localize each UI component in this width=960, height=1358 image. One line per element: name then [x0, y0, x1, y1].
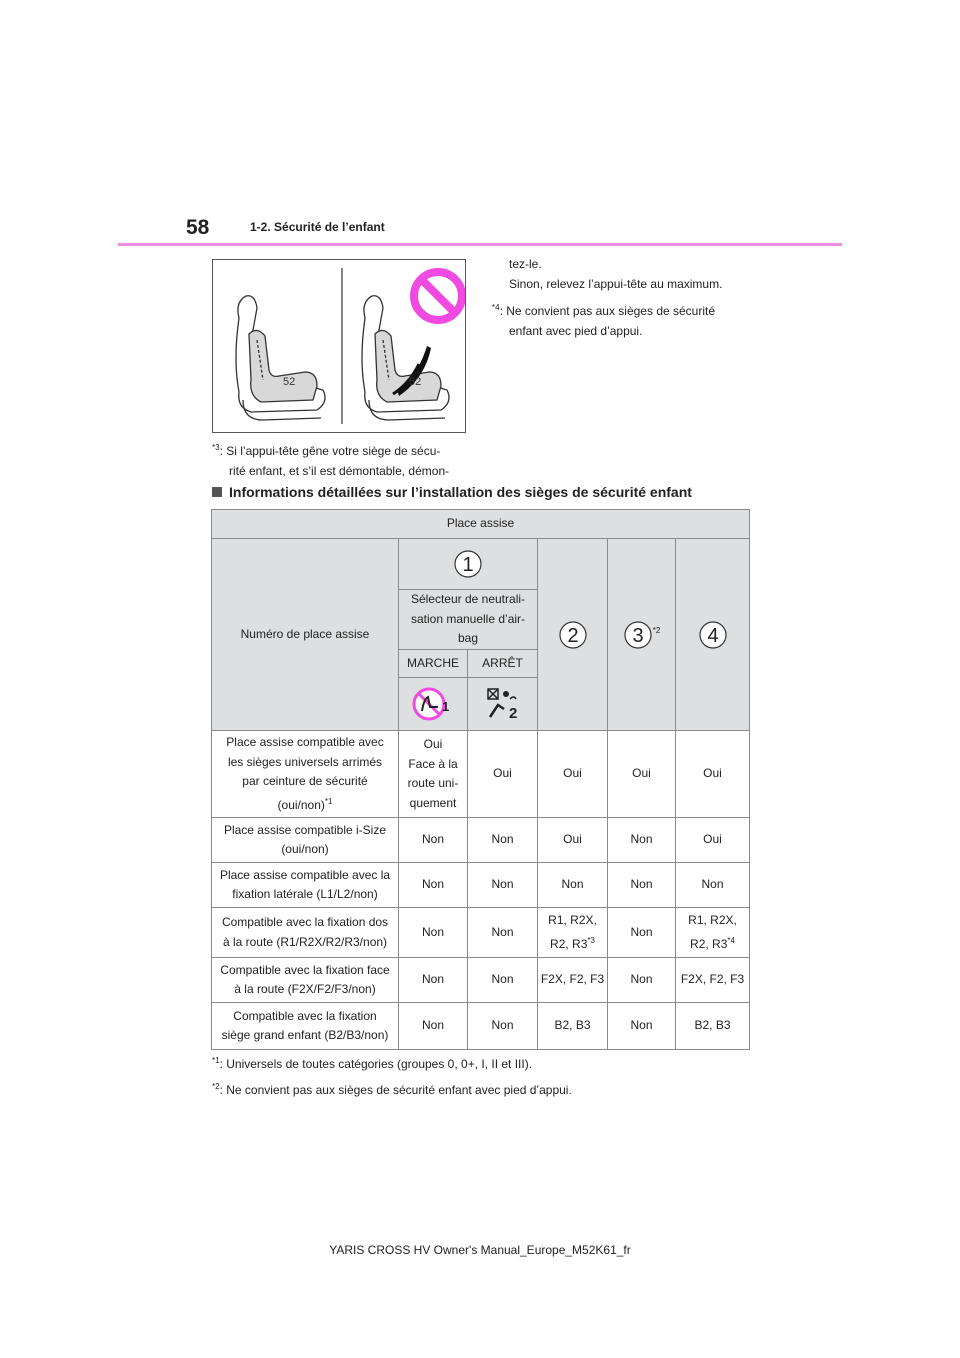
footnote-4: $^{*4}$: Ne convient pas aux sièges de sécurité: [492, 303, 716, 318]
airbag-on-indicator: [468, 678, 538, 731]
table-cell: Non: [608, 818, 676, 863]
table-cell: Non: [608, 863, 676, 908]
table-cell: Non: [676, 863, 750, 908]
seat-1-header: [399, 539, 538, 590]
table-cell: Non: [399, 818, 468, 863]
seat-number-1-icon: [453, 549, 483, 579]
svg-text:52: 52: [409, 376, 422, 388]
table-title: Place assise: [212, 510, 750, 539]
prohibition-icon: [414, 272, 462, 320]
table-cell: Oui: [608, 731, 676, 818]
child-seat-figure: [213, 260, 465, 432]
row-label: Compatible avec la fixation dos à la route (R1/R2X/R2/R3/non): [212, 908, 399, 958]
table-cell: Non: [468, 908, 538, 958]
header-divider: [118, 243, 842, 246]
table-row: [212, 1003, 750, 1050]
table-cell: F2X, F2, F3: [676, 958, 750, 1003]
table-cell: F2X, F2, F3: [538, 958, 608, 1003]
left-seat-drawing: [236, 296, 325, 420]
seat-3-note: *2: [652, 625, 661, 635]
table-cell: Oui: [538, 818, 608, 863]
svg-text:52: 52: [283, 376, 296, 388]
row-label: Compatible avec la fixation face à la route (F2X/F2/F3/non): [212, 958, 399, 1003]
table-cell: Non: [399, 863, 468, 908]
table-cell: Non: [468, 818, 538, 863]
section-heading: Informations détaillées sur l’installation des sièges de sécurité enfant: [212, 484, 692, 500]
footnote-3: $^{*3}$: Si l’appui-tête gêne votre siège de sécu- rité enfant, et s’il est démontable, démon-: [212, 443, 450, 478]
square-bullet-icon: [212, 487, 222, 497]
airbag-off-label: ARRÊT: [468, 650, 538, 678]
table-cell: Non: [608, 958, 676, 1003]
row-label: Place assise compatible avec la fixation latérale (L1/L2/non): [212, 863, 399, 908]
table-cell: B2, B3: [538, 1003, 608, 1050]
table-cell: Oui: [676, 731, 750, 818]
table-cell: B2, B3: [676, 1003, 750, 1050]
svg-text:3: 3: [632, 624, 644, 647]
row-label: Compatible avec la fixation siège grand enfant (B2/B3/non): [212, 1003, 399, 1050]
table-cell: Non: [468, 863, 538, 908]
seat-number-4-icon: [698, 620, 728, 650]
row-label: Place assise compatible i-Size (oui/non): [212, 818, 399, 863]
seat-3-header: [608, 539, 676, 731]
passenger-airbag-on-icon: [482, 685, 524, 723]
table-row: [212, 863, 750, 908]
table-cell: R1, R2X, R2, R3$^{*4}$: [676, 908, 750, 958]
table-cell: Oui: [468, 731, 538, 818]
svg-text:4: 4: [706, 624, 719, 647]
table-cell: Non: [399, 958, 468, 1003]
table-cell: R1, R2X, R2, R3$^{*3}$: [538, 908, 608, 958]
child-seat-installation-table: [211, 509, 750, 1050]
svg-text:2: 2: [566, 624, 579, 647]
table-cell: Non: [608, 908, 676, 958]
passenger-airbag-off-icon: [412, 685, 454, 723]
svg-text:1: 1: [442, 699, 450, 714]
table-cell: Non: [608, 1003, 676, 1050]
row-label: Place assise compatible avec les sièges universels arrimés par ceinture de sécurité $(oui/non)^{*1}$: [212, 731, 399, 818]
footnote-2: $^{*2}$: Ne convient pas aux sièges de sécurité enfant avec pied d’appui.: [212, 1082, 572, 1097]
headrest-illustration: [212, 259, 466, 433]
table-cell: Oui Face à la route uni- quement: [399, 731, 468, 818]
svg-text:1: 1: [462, 554, 474, 576]
table-cell: Non: [538, 863, 608, 908]
seat-number-2-icon: [558, 620, 588, 650]
section-title: 1-2. Sécurité de l’enfant: [250, 220, 385, 234]
table-cell: Non: [468, 958, 538, 1003]
right-seat-drawing: [362, 296, 449, 420]
footnote-3-continuation: tez-le. Sinon, relevez l’appui-tête au maximum. $^{*4}$: Ne convient pas aux sièges de sécurité enfant avec pied d’appui.: [492, 255, 762, 341]
table-cell: Oui: [676, 818, 750, 863]
seat-4-header: [676, 539, 750, 731]
footnote-1: $^{*1}$: Universels de toutes catégories (groupes 0, 0+, I, II et III).: [212, 1056, 533, 1071]
table-row: [212, 818, 750, 863]
page-number: 58: [186, 216, 210, 239]
airbag-selector-label: Sélecteur de neutrali- sation manuelle d’air- bag: [399, 590, 538, 650]
svg-text:2: 2: [508, 705, 517, 722]
seat-2-header: [538, 539, 608, 731]
table-row: [212, 908, 750, 958]
table-row: [212, 731, 750, 818]
table-cell: Non: [399, 1003, 468, 1050]
page-footer: YARIS CROSS HV Owner's Manual_Europe_M52K61_fr: [329, 1243, 631, 1257]
table-cell: Oui: [538, 731, 608, 818]
seat-number-label: Numéro de place assise: [212, 539, 399, 731]
table-cell: Non: [399, 908, 468, 958]
table-row: [212, 958, 750, 1003]
seat-number-3-icon: [623, 620, 653, 650]
airbag-on-label: MARCHE: [399, 650, 468, 678]
table-cell: Non: [468, 1003, 538, 1050]
airbag-off-indicator: [399, 678, 468, 731]
